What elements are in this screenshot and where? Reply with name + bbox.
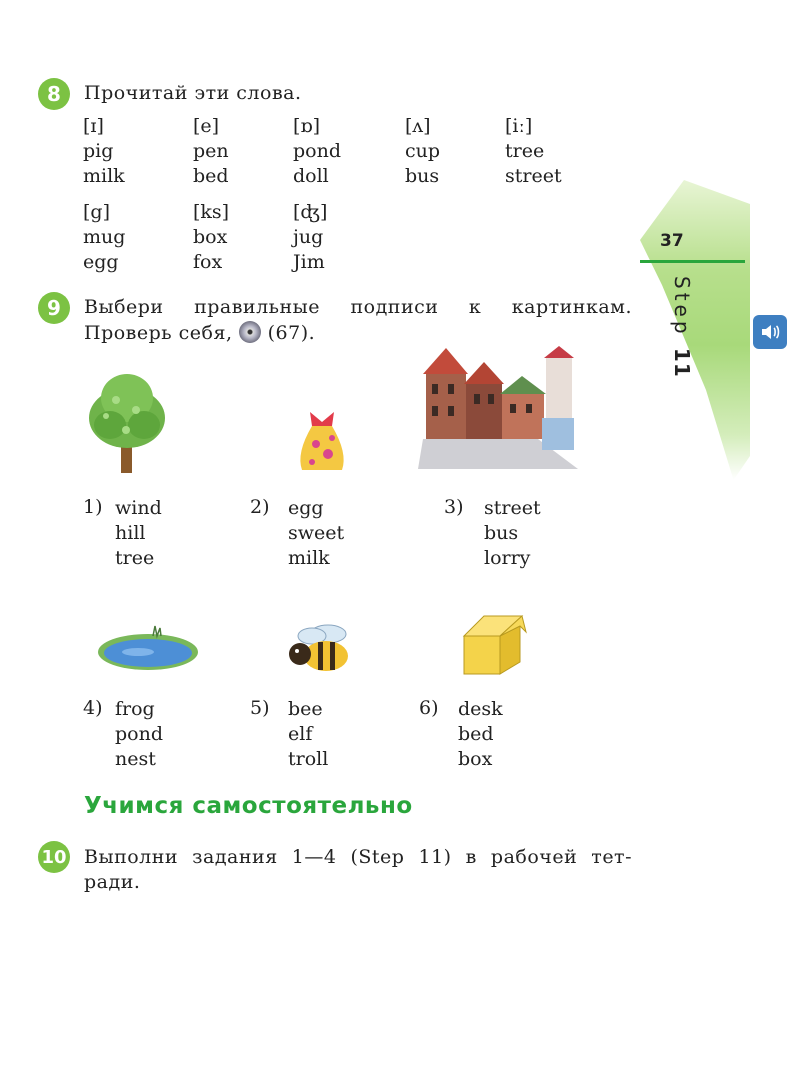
task-8-instruction: Прочитай эти слова. xyxy=(84,82,302,104)
answer-options xyxy=(288,496,344,571)
word: mug xyxy=(83,226,126,248)
task-10-badge: 10 xyxy=(38,841,70,873)
sound-column xyxy=(293,114,341,189)
word: doll xyxy=(293,165,329,187)
sound-column xyxy=(505,114,562,189)
option[interactable]: bus xyxy=(484,522,519,544)
answer-options xyxy=(288,697,328,772)
sound-symbol: [g] xyxy=(83,201,110,223)
track-number: (67). xyxy=(267,322,316,344)
word: tree xyxy=(505,140,545,162)
option[interactable]: milk xyxy=(288,547,330,569)
answer-options xyxy=(484,496,541,571)
option[interactable]: frog xyxy=(115,698,155,720)
option[interactable]: street xyxy=(484,497,541,519)
item-number: 4) xyxy=(83,697,103,719)
sweet-picture xyxy=(292,408,352,476)
bee-picture xyxy=(282,622,356,680)
sound-symbol: [ʌ] xyxy=(405,115,431,137)
tree-picture xyxy=(86,370,168,475)
street-picture xyxy=(418,344,586,472)
sound-column xyxy=(83,114,125,189)
speaker-icon xyxy=(760,323,780,341)
option[interactable]: tree xyxy=(115,547,155,569)
sound-symbol: [ks] xyxy=(193,201,230,223)
box-picture xyxy=(460,612,528,678)
word: pond xyxy=(293,140,342,162)
option[interactable]: bee xyxy=(288,698,323,720)
answer-options xyxy=(115,697,163,772)
sound-symbol: [e] xyxy=(193,115,220,137)
word: fox xyxy=(193,251,223,273)
option[interactable]: pond xyxy=(115,723,164,745)
task-9-badge: 9 xyxy=(38,292,70,324)
word: pen xyxy=(193,140,229,162)
check-text: Проверь себя, xyxy=(84,322,233,344)
sound-column xyxy=(405,114,440,189)
word: bus xyxy=(405,165,440,187)
word: street xyxy=(505,165,562,187)
pond-picture xyxy=(98,622,202,672)
item-number: 6) xyxy=(419,697,439,719)
page-divider xyxy=(640,260,745,263)
section-heading: Учимся самостоятельно xyxy=(84,793,413,819)
option[interactable]: box xyxy=(458,748,493,770)
word: bed xyxy=(193,165,229,187)
word: cup xyxy=(405,140,441,162)
sound-symbol: [ɒ] xyxy=(293,115,320,137)
option[interactable]: troll xyxy=(288,748,329,770)
item-number: 2) xyxy=(250,496,270,518)
word: box xyxy=(193,226,228,248)
side-tab-decoration xyxy=(640,180,750,480)
item-number: 3) xyxy=(444,496,464,518)
sound-symbol: [ʤ] xyxy=(293,201,328,223)
word: egg xyxy=(83,251,119,273)
option[interactable]: nest xyxy=(115,748,156,770)
sound-column xyxy=(193,200,229,275)
task-10-instruction-cont: ради. xyxy=(84,871,141,893)
option[interactable]: elf xyxy=(288,723,313,745)
word: milk xyxy=(83,165,125,187)
task-10-instruction: Выполни задания 1—4 (Step 11) в рабочей тет- xyxy=(84,846,632,868)
audio-button[interactable] xyxy=(753,315,787,349)
sound-column xyxy=(193,114,229,189)
option[interactable]: bed xyxy=(458,723,494,745)
option[interactable]: sweet xyxy=(288,522,345,544)
option[interactable]: hill xyxy=(115,522,146,544)
step-number: 11 xyxy=(670,347,694,378)
option[interactable]: egg xyxy=(288,497,324,519)
word: jug xyxy=(293,226,324,248)
task-9-instruction: Выбери правильные подписи к картинкам. xyxy=(84,296,632,318)
step-word: Step xyxy=(670,276,694,338)
word: Jim xyxy=(293,251,325,273)
option[interactable]: desk xyxy=(458,698,503,720)
item-number: 1) xyxy=(83,496,103,518)
page-number: 37 xyxy=(660,231,684,251)
cd-icon[interactable] xyxy=(239,321,261,343)
sound-column xyxy=(293,200,327,275)
item-number: 5) xyxy=(250,697,270,719)
sound-column xyxy=(83,200,125,275)
word: pig xyxy=(83,140,114,162)
task-9-check xyxy=(84,321,315,344)
answer-options xyxy=(115,496,162,571)
step-label xyxy=(664,276,694,416)
task-8-badge: 8 xyxy=(38,78,70,110)
option[interactable]: lorry xyxy=(484,547,531,569)
sound-symbol: [ɪ] xyxy=(83,115,104,137)
answer-options xyxy=(458,697,503,772)
sound-symbol: [iː] xyxy=(505,115,533,137)
option[interactable]: wind xyxy=(115,497,162,519)
